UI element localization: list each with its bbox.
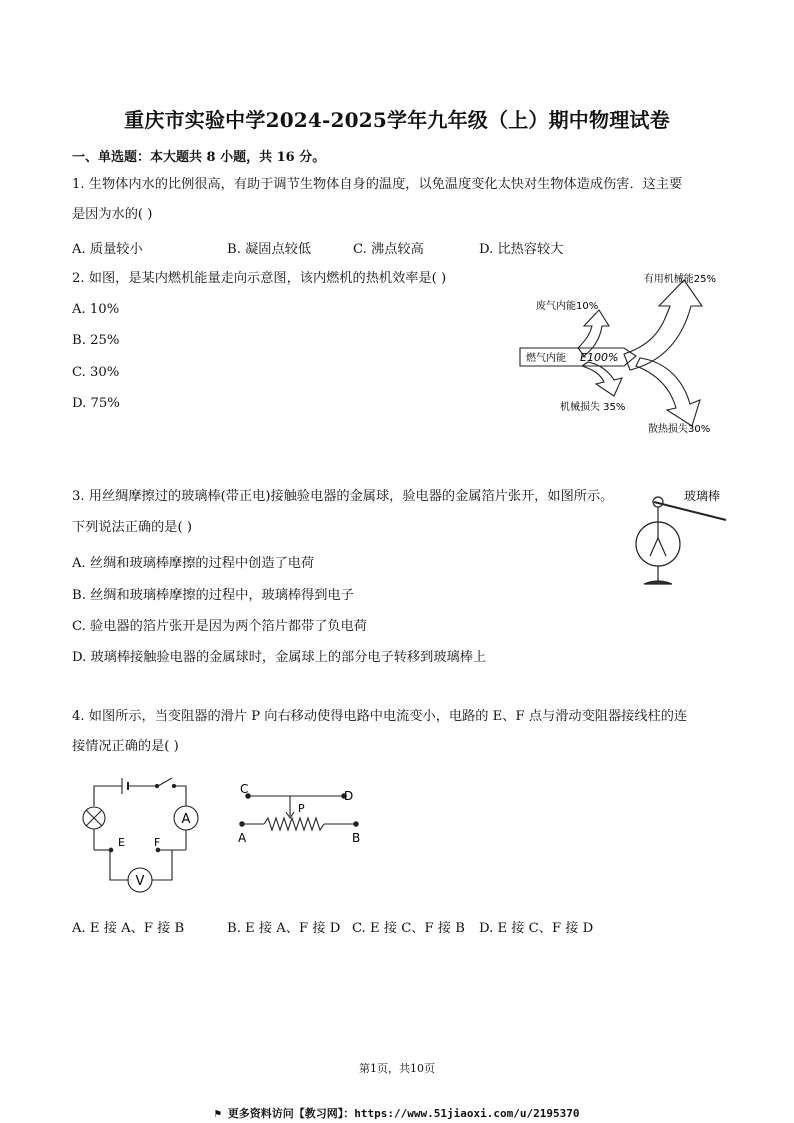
fuel-value-label: E100% [580,351,619,364]
resistance-wire [264,818,324,830]
rheostat-diagram [234,780,370,850]
q3-option-b: B. 丝绸和玻璃棒摩擦的过程中，玻璃棒得到电子 [72,588,354,603]
mech-loss-arrow [582,362,622,396]
q1-option-c: C. 沸点较高 [353,242,424,257]
switch [158,778,172,786]
heat-loss-label: 散热损失30% [648,424,711,435]
q2-option-b: B. 25% [72,333,120,348]
electroscope-figure [630,486,730,592]
q1-option-b: B. 凝固点较低 [227,242,312,257]
q3-option-a: A. 丝绸和玻璃棒摩擦的过程中创造了电荷 [72,556,315,571]
q3-option-d: D. 玻璃棒接触验电器的金属球时，金属球上的部分电子转移到玻璃棒上 [72,650,487,665]
voltmeter-symbol: V [135,874,145,889]
heat-loss-arrow [636,358,700,426]
q2-option-d: D. 75% [72,396,120,411]
q1-stem-line2: 是因为水的( ) [72,207,153,222]
mech-loss-label: 机械损失 35% [560,402,626,413]
q4-option-b: B. E 接 A、F 接 D [227,921,341,936]
energy-flow-diagram [512,266,724,438]
terminal-c-label: C [240,782,249,796]
q4-option-c: C. E 接 C、F 接 B [352,921,465,936]
terminal-a-label: A [238,831,247,845]
exhaust-label: 废气内能10% [536,301,599,312]
q4-option-d: D. E 接 C、F 接 D [479,921,594,936]
terminal-b-label: B [352,831,361,845]
circuit-diagram [78,776,206,894]
foil-right [658,538,666,556]
q2-option-c: C. 30% [72,365,120,380]
promo-link[interactable]: 更多资料访问【教习网】：https://www.51jiaoxi.com/u/2195370 [227,1107,580,1120]
section-heading: 一、单选题：本大题共 8 小题，共 16 分。 [72,150,326,165]
q2-stem: 2. 如图，是某内燃机能量走向示意图，该内燃机的热机效率是( ) [72,271,447,286]
exhaust-arrow [578,310,609,356]
point-f-label: F [154,836,161,849]
q3-option-c: C. 验电器的箔片张开是因为两个箔片都带了负电荷 [72,619,367,634]
promo-footer [0,1105,794,1121]
q1-option-d: D. 比热容较大 [479,242,564,257]
page-number: 第1页，共10页 [359,1062,435,1075]
ammeter-symbol: A [181,812,191,827]
glass-rod-label: 玻璃棒 [684,489,721,503]
q3-stem-line2: 下列说法正确的是( ) [72,520,192,535]
q1-option-a: A. 质量较小 [72,242,143,257]
useful-energy-label: 有用机械能25% [643,274,716,285]
glass-rod [654,502,726,520]
terminal-d-label: D [344,789,354,803]
slider-p-label: P [298,802,305,815]
q4-stem-line2: 接情况正确的是( ) [72,739,179,754]
page-title: 重庆市实验中学2024-2025学年九年级（上）期中物理试卷 [124,108,670,132]
fuel-label: 燃气内能 [526,353,566,364]
point-e-label: E [118,836,125,849]
q1-stem-line1: 1. 生物体内水的比例很高，有助于调节生物体自身的温度，以免温度变化太快对生物体造成伤害．这主要 [72,177,683,192]
q2-option-a: A. 10% [72,302,120,317]
q4-option-a: A. E 接 A、F 接 B [72,921,185,936]
foil-left [650,538,658,556]
q4-stem-line1: 4. 如图所示，当变阻器的滑片 P 向右移动使得电路中电流变小，电路的 E、F 点与滑动变阻器接线柱的连 [72,709,688,724]
flag-icon: ⚑ [214,1107,222,1120]
q3-stem-line1: 3. 用丝绸摩擦过的玻璃棒(带正电)接触验电器的金属球，验电器的金属箔片张开，如图所示。 [72,489,614,504]
